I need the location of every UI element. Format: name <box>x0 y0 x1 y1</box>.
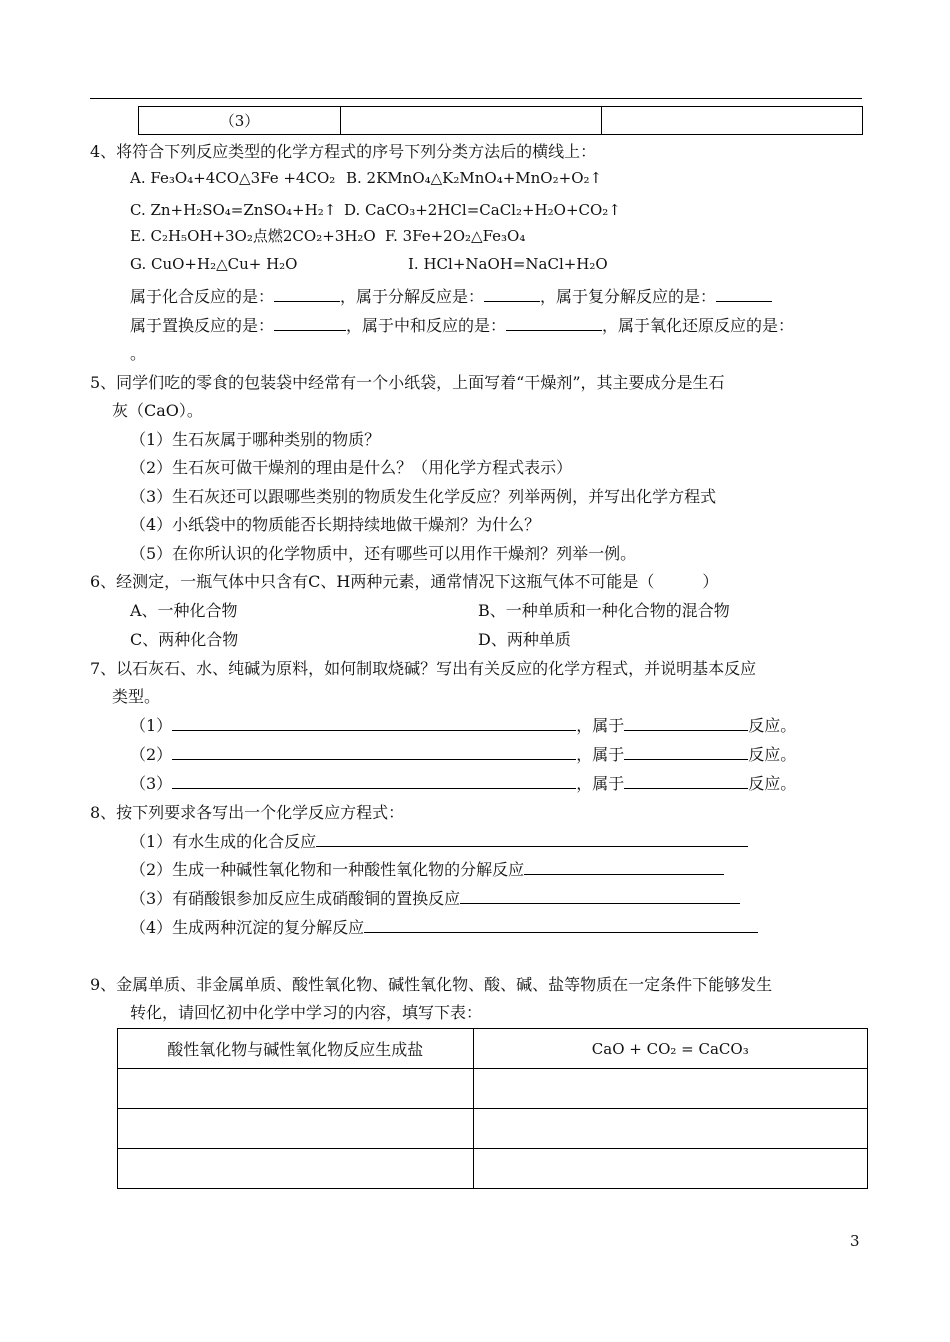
q7-num-2: （2） <box>130 745 173 764</box>
q7-equation-blank-3[interactable] <box>172 774 576 789</box>
q6-option-a: A、一种化合物 <box>130 601 238 620</box>
conversion-table-row1-right: CaO + CO₂ = CaCO₃ <box>473 1029 868 1069</box>
q8-sub-2: （2）生成一种碱性氧化物和一种酸性氧化物的分解反应 <box>130 860 525 879</box>
q4-option-e: E. C₂H₅OH+3O₂点燃2CO₂+3H₂O <box>130 227 376 245</box>
q5-sub-5: （5）在你所认识的化学物质中，还有哪些可以用作干燥剂？列举一例。 <box>130 544 637 563</box>
q4-option-i: I. HCl+NaOH=NaCl+H₂O <box>408 255 608 273</box>
q5-sub-4: （4）小纸袋中的物质能否长期持续地做干燥剂？为什么？ <box>130 515 541 534</box>
q8-row-4 <box>130 918 758 938</box>
q6-option-d: D、两种单质 <box>478 630 571 649</box>
conversion-table-row1-left: 酸性氧化物与碱性氧化物反应生成盐 <box>118 1029 474 1069</box>
q4-blank-double-displacement[interactable] <box>716 287 772 302</box>
q7-stem-1: 7、以石灰石、水、纯碱为原料，如何制取烧碱？写出有关反应的化学方程式，并说明基本反应 <box>90 659 757 678</box>
q6-stem: 6、经测定，一瓶气体中只含有C、H两种元素，通常情况下这瓶气体不可能是（ ） <box>90 572 719 591</box>
q7-type-blank-3[interactable] <box>624 774 748 789</box>
q4-label-decomposition: ，属于分解反应是： <box>340 287 485 306</box>
conversion-table <box>117 1028 868 1189</box>
q7-belongs-3: ，属于 <box>576 774 625 793</box>
q5-sub-1: （1）生石灰属于哪种类别的物质？ <box>130 430 381 449</box>
q5-sub-2: （2）生石灰可做干燥剂的理由是什么？（用化学方程式表示） <box>130 458 573 477</box>
q4-option-a: A. Fe₃O₄+4CO△3Fe +4CO₂ <box>130 169 336 187</box>
q4-answer-line-2 <box>130 316 794 336</box>
q4-option-b: B. 2KMnO₄△K₂MnO₄+MnO₂+O₂↑ <box>346 169 603 187</box>
q4-answer-line-3: 。 <box>130 344 147 363</box>
conversion-table-cell[interactable] <box>473 1069 868 1109</box>
top-table-cell-label: （3） <box>139 107 341 135</box>
q4-blank-decomposition[interactable] <box>484 287 540 302</box>
q8-row-3 <box>130 889 740 909</box>
q4-stem: 4、将符合下列反应类型的化学方程式的序号下列分类方法后的横线上： <box>90 142 597 161</box>
q8-sub-1: （1）有水生成的化合反应 <box>130 832 317 851</box>
q4-option-c: C. Zn+H₂SO₄=ZnSO₄+H₂↑ <box>130 201 337 219</box>
q8-blank-1[interactable] <box>316 832 748 847</box>
page-number: 3 <box>850 1232 860 1250</box>
q7-end-1: 反应。 <box>748 716 797 735</box>
top-table-cell-empty[interactable] <box>341 107 601 135</box>
q4-option-f: F. 3Fe+2O₂△Fe₃O₄ <box>385 227 526 245</box>
q4-blank-neutralization[interactable] <box>506 316 602 331</box>
q4-label-displacement: 属于置换反应的是： <box>130 316 275 335</box>
q7-answer-row-1 <box>130 716 796 736</box>
header-rule <box>90 98 862 99</box>
q4-blank-displacement[interactable] <box>274 316 346 331</box>
q7-stem-2: 类型。 <box>112 687 161 706</box>
q7-num-3: （3） <box>130 774 173 793</box>
conversion-table-cell[interactable] <box>118 1069 474 1109</box>
conversion-table-cell[interactable] <box>118 1109 474 1149</box>
q7-belongs-2: ，属于 <box>576 745 625 764</box>
q7-belongs-1: ，属于 <box>576 716 625 735</box>
q4-option-d: D. CaCO₃+2HCl=CaCl₂+H₂O+CO₂↑ <box>344 201 621 219</box>
q7-end-2: 反应。 <box>748 745 797 764</box>
q4-label-redox: ，属于氧化还原反应的是： <box>602 316 795 335</box>
q8-blank-2[interactable] <box>524 860 724 875</box>
conversion-table-cell[interactable] <box>118 1149 474 1189</box>
q7-type-blank-1[interactable] <box>624 716 748 731</box>
q7-answer-row-3 <box>130 774 796 794</box>
q4-label-combination: 属于化合反应的是： <box>130 287 275 306</box>
q8-row-2 <box>130 860 724 880</box>
q9-stem-1: 9、金属单质、非金属单质、酸性氧化物、碱性氧化物、酸、碱、盐等物质在一定条件下能够发生 <box>90 975 773 994</box>
q7-num-1: （1） <box>130 716 173 735</box>
q6-option-b: B、一种单质和一种化合物的混合物 <box>478 601 730 620</box>
q8-sub-4: （4）生成两种沉淀的复分解反应 <box>130 918 365 937</box>
q8-row-1 <box>130 832 748 852</box>
q8-sub-3: （3）有硝酸银参加反应生成硝酸铜的置换反应 <box>130 889 461 908</box>
q4-label-neutralization: ，属于中和反应的是： <box>346 316 507 335</box>
q8-stem: 8、按下列要求各写出一个化学反应方程式： <box>90 803 405 822</box>
q5-stem-2: 灰（CaO）。 <box>112 401 203 420</box>
q4-label-double-displacement: ，属于复分解反应的是： <box>540 287 717 306</box>
q7-equation-blank-1[interactable] <box>172 716 576 731</box>
q8-blank-4[interactable] <box>364 918 758 933</box>
q7-type-blank-2[interactable] <box>624 745 748 760</box>
q5-sub-3: （3）生石灰还可以跟哪些类别的物质发生化学反应？列举两例，并写出化学方程式 <box>130 487 717 506</box>
q4-answer-line-1 <box>130 287 772 307</box>
conversion-table-cell[interactable] <box>473 1109 868 1149</box>
q7-answer-row-2 <box>130 745 796 765</box>
q9-stem-2: 转化，请回忆初中化学中学习的内容，填写下表： <box>130 1003 483 1022</box>
q7-end-3: 反应。 <box>748 774 797 793</box>
q7-equation-blank-2[interactable] <box>172 745 576 760</box>
q4-blank-combination[interactable] <box>274 287 340 302</box>
top-table-cell-empty[interactable] <box>601 107 862 135</box>
q6-option-c: C、两种化合物 <box>130 630 239 649</box>
q8-blank-3[interactable] <box>460 889 740 904</box>
conversion-table-cell[interactable] <box>473 1149 868 1189</box>
q5-stem-1: 5、同学们吃的零食的包装袋中经常有一个小纸袋，上面写着“干燥剂”，其主要成分是生石 <box>90 373 725 392</box>
q4-option-g: G. CuO+H₂△Cu+ H₂O <box>130 255 298 273</box>
top-table <box>138 106 863 135</box>
